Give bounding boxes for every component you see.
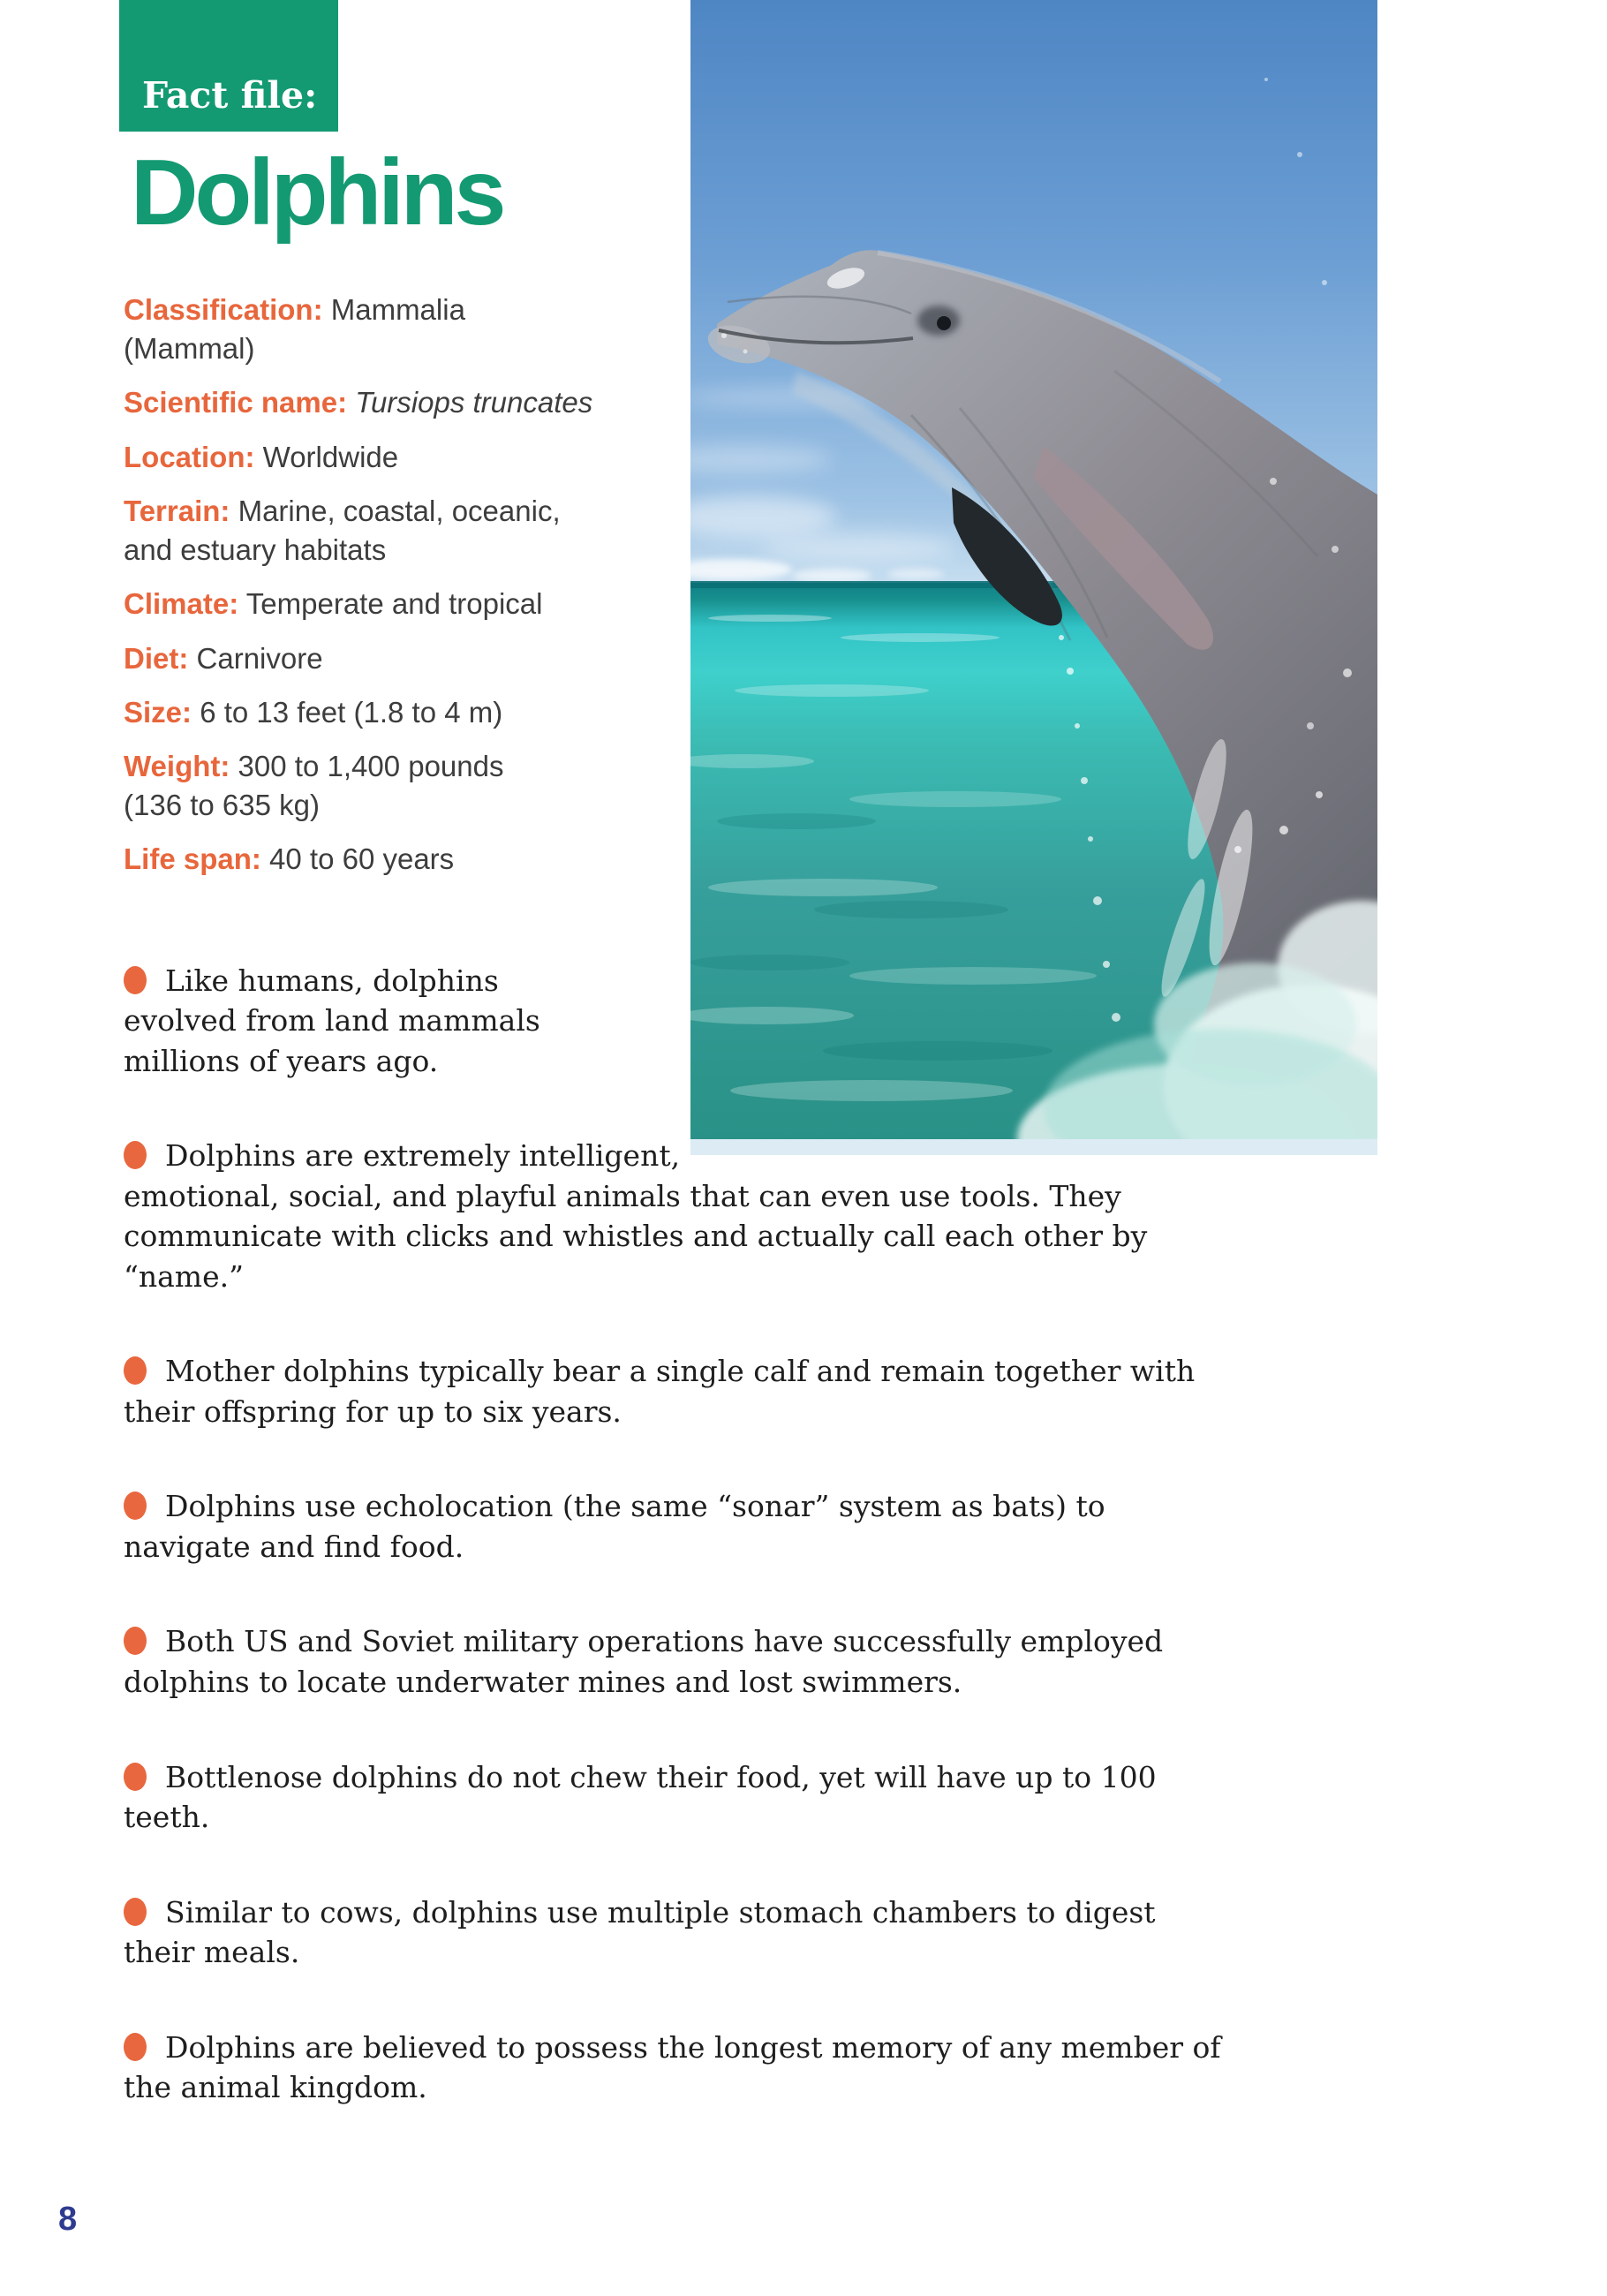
fact-value: Carnivore bbox=[196, 641, 323, 675]
page-title: Dolphins bbox=[131, 140, 503, 245]
bullet-item bbox=[124, 1892, 1227, 1973]
fact-value-line2: and estuary habitats bbox=[124, 533, 387, 567]
fact-label: Size: bbox=[124, 695, 192, 729]
bullet-dot-icon bbox=[124, 1898, 147, 1926]
bullet-item bbox=[124, 961, 618, 1082]
bullet-text: Dolphins are believed to possess the longest memory of any member of the animal kingdom. bbox=[124, 2029, 1221, 2105]
bullet-item bbox=[124, 1621, 1227, 1702]
fact-label: Scientific name: bbox=[124, 386, 348, 419]
fact-file-badge bbox=[119, 0, 338, 132]
fact-value: Tursiops truncates bbox=[355, 386, 593, 419]
fact-label: Terrain: bbox=[124, 494, 230, 527]
fact-value: Worldwide bbox=[262, 440, 399, 473]
fact-value: 6 to 13 feet (1.8 to 4 m) bbox=[200, 695, 503, 729]
photo-bottom-fade bbox=[690, 1139, 1377, 1155]
fact-value: 40 to 60 years bbox=[269, 842, 455, 876]
bullet-text: Mother dolphins typically bear a single calf and remain together with their offspring for up to six years. bbox=[124, 1354, 1196, 1429]
bullet-text: Similar to cows, dolphins use multiple stomach chambers to digest their meals. bbox=[124, 1894, 1156, 1970]
bullet-item bbox=[124, 1757, 1227, 1838]
fact-value-line2: (Mammal) bbox=[124, 332, 255, 366]
fact-label: Climate: bbox=[124, 587, 239, 621]
fact-value: 300 to 1,400 pounds bbox=[238, 749, 504, 782]
bullet-dot-icon bbox=[124, 966, 147, 994]
bullet-dot-icon bbox=[124, 1492, 147, 1520]
fact-label: Location: bbox=[124, 440, 255, 473]
bullet-text: Both US and Soviet military operations have successfully employed dolphins to locate underwater mines and lost swimmers. bbox=[124, 1624, 1164, 1699]
bullet-dot-icon bbox=[124, 1141, 147, 1169]
page-number: 8 bbox=[58, 2201, 78, 2238]
bullet-dot-icon bbox=[124, 2033, 147, 2061]
dolphin-photo bbox=[690, 0, 1377, 1155]
fact-value: Mammalia bbox=[330, 293, 465, 326]
bullet-item bbox=[124, 1136, 1227, 1296]
bullet-item bbox=[124, 1351, 1227, 1431]
fact-label: Weight: bbox=[124, 749, 230, 782]
bullet-text: Like humans, dolphins evolved from land mammals millions of years ago. bbox=[124, 963, 540, 1078]
bullet-text: Dolphins are extremely intelligent, emotional, social, and playful animals that can even use tools. They communicate with clicks and whistles and actually call each other by “name.” bbox=[124, 1138, 1148, 1294]
bullet-dot-icon bbox=[124, 1356, 147, 1385]
bullet-dot-icon bbox=[124, 1627, 147, 1655]
fact-value: Marine, coastal, oceanic, bbox=[238, 494, 561, 527]
fact-label: Life span: bbox=[124, 842, 261, 876]
dolphin-photo-art bbox=[690, 0, 1377, 1155]
fact-value-line2: (136 to 635 kg) bbox=[124, 789, 320, 822]
fact-label: Diet: bbox=[124, 641, 189, 675]
fact-value: Temperate and tropical bbox=[245, 587, 543, 621]
bullet-item bbox=[124, 1486, 1227, 1567]
fact-label: Classification: bbox=[124, 293, 323, 326]
bullet-text: Dolphins use echolocation (the same “sonar” system as bats) to navigate and find food. bbox=[124, 1489, 1105, 1564]
bullet-text: Bottlenose dolphins do not chew their food, yet will have up to 100 teeth. bbox=[124, 1759, 1157, 1835]
fact-file-badge-label: Fact file: bbox=[142, 74, 318, 117]
bullet-item bbox=[124, 2028, 1227, 2108]
bullet-dot-icon bbox=[124, 1763, 147, 1791]
